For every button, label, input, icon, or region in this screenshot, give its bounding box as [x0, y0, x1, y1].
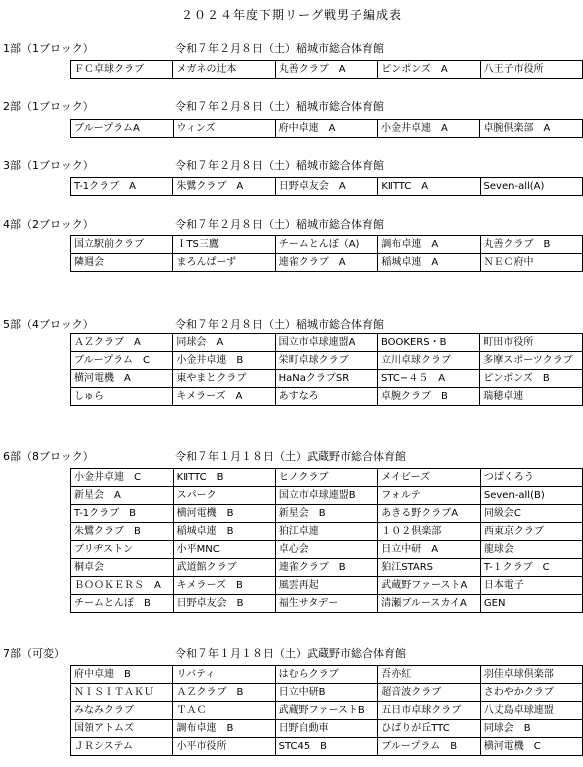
- division-label: 6部（8ブロック）: [3, 450, 94, 463]
- team-cell: 稲城卓連 A: [378, 254, 480, 272]
- table-row: [71, 334, 583, 352]
- team-cell: 小平MNC: [173, 541, 275, 559]
- team-cell: 新星会 A: [71, 487, 174, 505]
- team-cell: 府中卓連 A: [275, 120, 377, 138]
- team-cell: １０２倶楽部: [378, 523, 481, 541]
- team-cell: ひばりが丘TTC: [378, 720, 480, 738]
- team-cell: 横河電機 C: [480, 738, 582, 756]
- team-cell: ＡＺクラブ B: [173, 684, 275, 702]
- table-row: [71, 505, 583, 523]
- team-cell: 超音波クラブ: [378, 684, 480, 702]
- table-row: [71, 469, 583, 487]
- team-cell: 武道館クラブ: [173, 559, 275, 577]
- section-header: [3, 216, 384, 232]
- team-cell: 小平市役所: [173, 738, 275, 756]
- team-cell: 国立市卓球連盟B: [275, 487, 377, 505]
- team-cell: メガネの辻本: [173, 61, 275, 79]
- team-cell: チームとんぼ B: [71, 595, 174, 613]
- team-cell: 町田市役所: [480, 334, 583, 352]
- team-cell: 西東京クラブ: [480, 523, 582, 541]
- team-cell: 日野卓友会 B: [173, 595, 275, 613]
- table-row: [71, 541, 583, 559]
- team-cell: GEN: [480, 595, 582, 613]
- team-table: [70, 60, 583, 79]
- team-cell: ウィンズ: [173, 120, 275, 138]
- table-row: [71, 388, 583, 406]
- team-cell: 五日市卓球クラブ: [378, 702, 480, 720]
- team-cell: はむらクラブ: [275, 666, 378, 684]
- team-cell: 調布卓連 A: [378, 236, 480, 254]
- team-table: [70, 119, 583, 138]
- section-header: [3, 98, 384, 114]
- venue-date: 令和７年２月８日（土）稲城市総合体育館: [175, 318, 384, 331]
- team-cell: ブループラム C: [71, 352, 173, 370]
- table-row: [71, 738, 583, 756]
- team-cell: ピンポンズ B: [480, 370, 583, 388]
- team-cell: みなみクラブ: [71, 702, 173, 720]
- team-cell: 隣週会: [71, 254, 173, 272]
- team-cell: 小金井卓連 C: [71, 469, 174, 487]
- team-cell: 日立中研 A: [378, 541, 481, 559]
- team-cell: キメラーズ B: [173, 577, 275, 595]
- team-cell: 狛江STARS: [378, 559, 481, 577]
- team-cell: T-1クラブ A: [71, 178, 173, 196]
- venue-date: 令和７年２月８日（土）稲城市総合体育館: [175, 159, 384, 172]
- team-cell: 丸善クラブ B: [480, 236, 582, 254]
- section-header: [3, 316, 384, 332]
- team-cell: T-1クラブ B: [71, 505, 174, 523]
- team-cell: 日立中研B: [275, 684, 378, 702]
- team-cell: 稲城卓連 B: [173, 523, 275, 541]
- division-label: 2部（1ブロック）: [3, 100, 94, 113]
- team-cell: さわやかクラブ: [480, 684, 582, 702]
- team-cell: 武蔵野ファーストB: [275, 702, 378, 720]
- team-cell: 丸善クラブ A: [275, 61, 377, 79]
- division-label: 5部（4ブロック）: [3, 318, 94, 331]
- team-cell: キメラーズ A: [173, 388, 275, 406]
- team-cell: 卓心会: [275, 541, 377, 559]
- team-cell: ＢＯＯＫＥＲＳ A: [71, 577, 174, 595]
- team-cell: 龍球会: [480, 541, 582, 559]
- team-cell: 朱鷺クラブ A: [173, 178, 275, 196]
- table-row: [71, 236, 583, 254]
- team-cell: 清瀬ブルースカイA: [378, 595, 481, 613]
- team-cell: STC45 B: [275, 738, 378, 756]
- team-cell: 卓腕クラブ B: [378, 388, 480, 406]
- table-row: [71, 120, 583, 138]
- team-cell: ＦＣ卓球クラブ: [71, 61, 173, 79]
- team-cell: フォルテ: [378, 487, 481, 505]
- table-row: [71, 487, 583, 505]
- team-table: [70, 665, 583, 756]
- section-header: [3, 645, 406, 661]
- team-cell: 風雲再起: [275, 577, 377, 595]
- section-header: [3, 40, 384, 56]
- team-cell: Seven-all(A): [480, 178, 582, 196]
- section-header: [3, 157, 384, 173]
- team-cell: チームとんぼ（A): [275, 236, 378, 254]
- team-cell: 連雀クラブ A: [275, 254, 378, 272]
- team-cell: ＡＺクラブ A: [71, 334, 173, 352]
- table-row: [71, 595, 583, 613]
- team-cell: 新星会 B: [275, 505, 377, 523]
- team-cell: 福生サタデー: [275, 595, 377, 613]
- team-cell: ブループラムA: [71, 120, 174, 138]
- division-label: 1部（1ブロック）: [3, 42, 94, 55]
- table-row: [71, 254, 583, 272]
- team-cell: 小金井卓連 B: [173, 352, 275, 370]
- venue-date: 令和７年２月８日（土）稲城市総合体育館: [175, 218, 384, 231]
- team-cell: 立川卓球クラブ: [378, 352, 480, 370]
- team-cell: 日野自動車: [275, 720, 378, 738]
- table-row: [71, 684, 583, 702]
- team-cell: 八丈島卓球連盟: [480, 702, 582, 720]
- team-cell: KⅡTTC A: [378, 178, 480, 196]
- team-cell: ブループラム B: [378, 738, 480, 756]
- team-cell: 小金井卓連 A: [377, 120, 480, 138]
- team-cell: STC−４５ A: [378, 370, 480, 388]
- team-cell: 連雀クラブ B: [275, 559, 377, 577]
- team-cell: ピンポンズ A: [378, 61, 480, 79]
- division-label: 3部（1ブロック）: [3, 159, 94, 172]
- team-cell: 横河電機 B: [173, 505, 275, 523]
- table-row: [71, 559, 583, 577]
- team-table: [70, 333, 583, 406]
- team-cell: ＮＩＳＩＴＡＫＵ: [71, 684, 173, 702]
- team-cell: 羽佳卓球倶楽部: [480, 666, 582, 684]
- venue-date: 令和７年１月１８日（土）武蔵野市総合体育館: [175, 450, 406, 463]
- team-cell: 朱鷺クラブ B: [71, 523, 174, 541]
- team-table: [70, 235, 583, 272]
- division-label: 7部（可変）: [3, 647, 65, 660]
- team-cell: 日野卓友会 A: [275, 178, 377, 196]
- table-row: [71, 720, 583, 738]
- team-cell: 吾亦紅: [378, 666, 480, 684]
- team-cell: T-１クラブ C: [480, 559, 582, 577]
- table-row: [71, 702, 583, 720]
- team-cell: BOOKERS・B: [378, 334, 480, 352]
- team-cell: しゅら: [71, 388, 173, 406]
- team-cell: 卓腕倶楽部 A: [480, 120, 583, 138]
- table-row: [71, 370, 583, 388]
- team-cell: 府中卓連 B: [71, 666, 173, 684]
- team-cell: 同球会 A: [173, 334, 275, 352]
- team-cell: 調布卓連 B: [173, 720, 275, 738]
- venue-date: 令和７年２月８日（土）稲城市総合体育館: [175, 42, 384, 55]
- table-row: [71, 61, 583, 79]
- team-cell: Seven-all(B): [480, 487, 582, 505]
- team-table: [70, 468, 583, 613]
- team-cell: あすなろ: [275, 388, 377, 406]
- team-cell: メイビーズ: [378, 469, 481, 487]
- page-title: ２０２４年度下期リーグ戦男子編成表: [180, 8, 402, 22]
- division-label: 4部（2ブロック）: [3, 218, 94, 231]
- table-row: [71, 352, 583, 370]
- team-cell: 国立市卓球連盟A: [275, 334, 377, 352]
- team-cell: 狛江卓連: [275, 523, 377, 541]
- team-cell: 国立駅前クラブ: [71, 236, 173, 254]
- team-cell: あきる野クラブA: [378, 505, 481, 523]
- team-cell: HaNaクラブSR: [275, 370, 377, 388]
- team-cell: KⅡTTC B: [173, 469, 275, 487]
- venue-date: 令和７年２月８日（土）稲城市総合体育館: [175, 100, 384, 113]
- table-row: [71, 577, 583, 595]
- team-cell: ＩTS三鷹: [173, 236, 275, 254]
- team-cell: スパーク: [173, 487, 275, 505]
- team-cell: 日本電子: [480, 577, 582, 595]
- team-cell: 八王子市役所: [480, 61, 582, 79]
- team-cell: 武蔵野ファーストA: [378, 577, 481, 595]
- team-cell: 同球会 B: [480, 720, 582, 738]
- team-cell: 瑞穂卓連: [480, 388, 583, 406]
- team-cell: ブリヂストン: [71, 541, 174, 559]
- team-cell: 栄町卓球クラブ: [275, 352, 377, 370]
- team-cell: 国領アトムズ: [71, 720, 173, 738]
- team-cell: リバティ: [173, 666, 275, 684]
- table-row: [71, 523, 583, 541]
- team-cell: 桐卓会: [71, 559, 174, 577]
- team-table: [70, 177, 583, 196]
- team-cell: ＴＡＣ: [173, 702, 275, 720]
- team-cell: 東やまとクラブ: [173, 370, 275, 388]
- team-cell: ヒノクラブ: [275, 469, 377, 487]
- team-cell: 横河電機 A: [71, 370, 173, 388]
- team-cell: 同級会C: [480, 505, 582, 523]
- team-cell: ＪＲシステム: [71, 738, 173, 756]
- table-row: [71, 178, 583, 196]
- venue-date: 令和７年１月１８日（土）武蔵野市総合体育館: [175, 647, 406, 660]
- section-header: [3, 448, 406, 464]
- team-cell: 多摩スポーツクラブ: [480, 352, 583, 370]
- team-cell: つばくろう: [480, 469, 582, 487]
- team-cell: ＮＥＣ府中: [480, 254, 582, 272]
- table-row: [71, 666, 583, 684]
- team-cell: まろんぱーず: [173, 254, 275, 272]
